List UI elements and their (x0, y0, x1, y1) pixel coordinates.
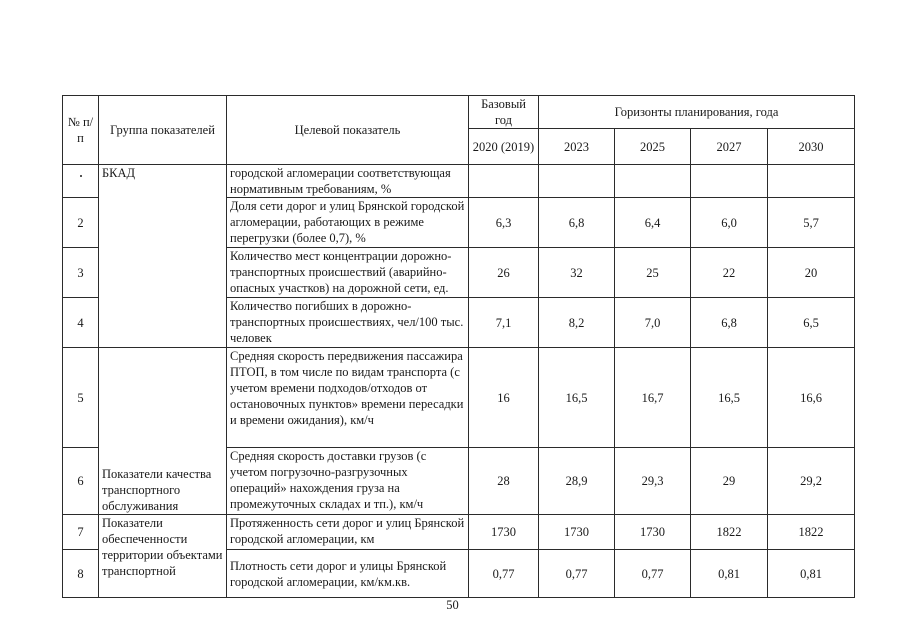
row-group (99, 298, 227, 348)
row-2030: 20 (768, 248, 855, 298)
header-row-1 (63, 96, 855, 129)
row-base: 26 (469, 248, 539, 298)
header-base-year-value: 2020 (2019) (469, 129, 539, 165)
row-2023: 8,2 (539, 298, 615, 348)
row-base: 0,77 (469, 550, 539, 598)
table-row (63, 248, 855, 298)
row-base: 7,1 (469, 298, 539, 348)
row-target: Количество погибших в дорожно-транспортных происшествиях, чел/100 тыс. человек (227, 298, 469, 348)
row-2030: 29,2 (768, 448, 855, 515)
header-horizons: Горизонты планирования, года (539, 96, 855, 129)
row-num (63, 165, 99, 198)
row-base (469, 165, 539, 198)
row-2027: 0,81 (691, 550, 768, 598)
row-2023: 32 (539, 248, 615, 298)
row-2027: 16,5 (691, 348, 768, 448)
indicators-table (62, 95, 855, 598)
row-2023: 28,9 (539, 448, 615, 515)
header-year-2030: 2030 (768, 129, 855, 165)
row-2025: 1730 (615, 515, 691, 550)
row-2023: 1730 (539, 515, 615, 550)
row-2030: 5,7 (768, 198, 855, 248)
row-2023: 16,5 (539, 348, 615, 448)
row-2030: 1822 (768, 515, 855, 550)
row-2027: 6,8 (691, 298, 768, 348)
row-2023 (539, 165, 615, 198)
row-2023: 0,77 (539, 550, 615, 598)
row-2025: 25 (615, 248, 691, 298)
row-group (99, 198, 227, 248)
header-year-2023: 2023 (539, 129, 615, 165)
row-2025 (615, 165, 691, 198)
row-group (99, 248, 227, 298)
row-2025: 29,3 (615, 448, 691, 515)
row-2030: 0,81 (768, 550, 855, 598)
row-2030: 6,5 (768, 298, 855, 348)
row-target: Количество мест концентрации дорожно-транспортных происшествий (аварийно-опасных участков) на дорожной сети, ед. (227, 248, 469, 298)
row-target: Протяженность сети дорог и улиц Брянской городской агломерации, км (227, 515, 469, 550)
row-2030 (768, 165, 855, 198)
row-2027: 22 (691, 248, 768, 298)
row-target: Средняя скорость доставки грузов (с учетом погрузочно-разгрузочных операций» нахождения груза на промежуточных складах и тп.), км/ч (227, 448, 469, 515)
page-number: 50 (446, 598, 459, 612)
row-num: 7 (63, 515, 99, 550)
row-num: 2 (63, 198, 99, 248)
row-2025: 16,7 (615, 348, 691, 448)
table-row (63, 515, 855, 550)
header-group: Группа показателей (99, 96, 227, 165)
row-target: Плотность сети дорог и улицы Брянской городской агломерации, км/км.кв. (227, 550, 469, 598)
row-2027: 1822 (691, 515, 768, 550)
row-group: Показатели обеспеченности территории объектами транспортной (99, 515, 227, 598)
row-base: 16 (469, 348, 539, 448)
row-2025: 7,0 (615, 298, 691, 348)
row-base: 6,3 (469, 198, 539, 248)
row-group: БКАД (99, 165, 227, 198)
header-num: № п/п (63, 96, 99, 165)
row-2025: 6,4 (615, 198, 691, 248)
row-base: 1730 (469, 515, 539, 550)
table-row (63, 298, 855, 348)
row-2030: 16,6 (768, 348, 855, 448)
row-target: городской агломерации соответствующая нормативным требованиям, % (227, 165, 469, 198)
header-base-year: Базовый год (469, 96, 539, 129)
row-base: 28 (469, 448, 539, 515)
row-target: Средняя скорость передвижения пассажира ПТОП, в том числе по видам транспорта (с учетом времени подходов/отходов от остановочных пунктов» времени пересадки и времени ожидания), км/ч (227, 348, 469, 448)
header-target: Целевой показатель (227, 96, 469, 165)
row-2027: 29 (691, 448, 768, 515)
row-num: 3 (63, 248, 99, 298)
header-year-2027: 2027 (691, 129, 768, 165)
table-row (63, 165, 855, 198)
row-2027 (691, 165, 768, 198)
row-group: Показатели качества транспортного обслуживания (99, 348, 227, 515)
table-row (63, 198, 855, 248)
row-2027: 6,0 (691, 198, 768, 248)
scan-dot (80, 175, 82, 177)
row-2025: 0,77 (615, 550, 691, 598)
table-row (63, 348, 855, 448)
row-2023: 6,8 (539, 198, 615, 248)
row-target: Доля сети дорог и улиц Брянской городской агломерации, работающих в режиме перегрузки (более 0,7), % (227, 198, 469, 248)
row-num: 4 (63, 298, 99, 348)
header-year-2025: 2025 (615, 129, 691, 165)
row-num: 8 (63, 550, 99, 598)
row-num: 6 (63, 448, 99, 515)
row-num: 5 (63, 348, 99, 448)
